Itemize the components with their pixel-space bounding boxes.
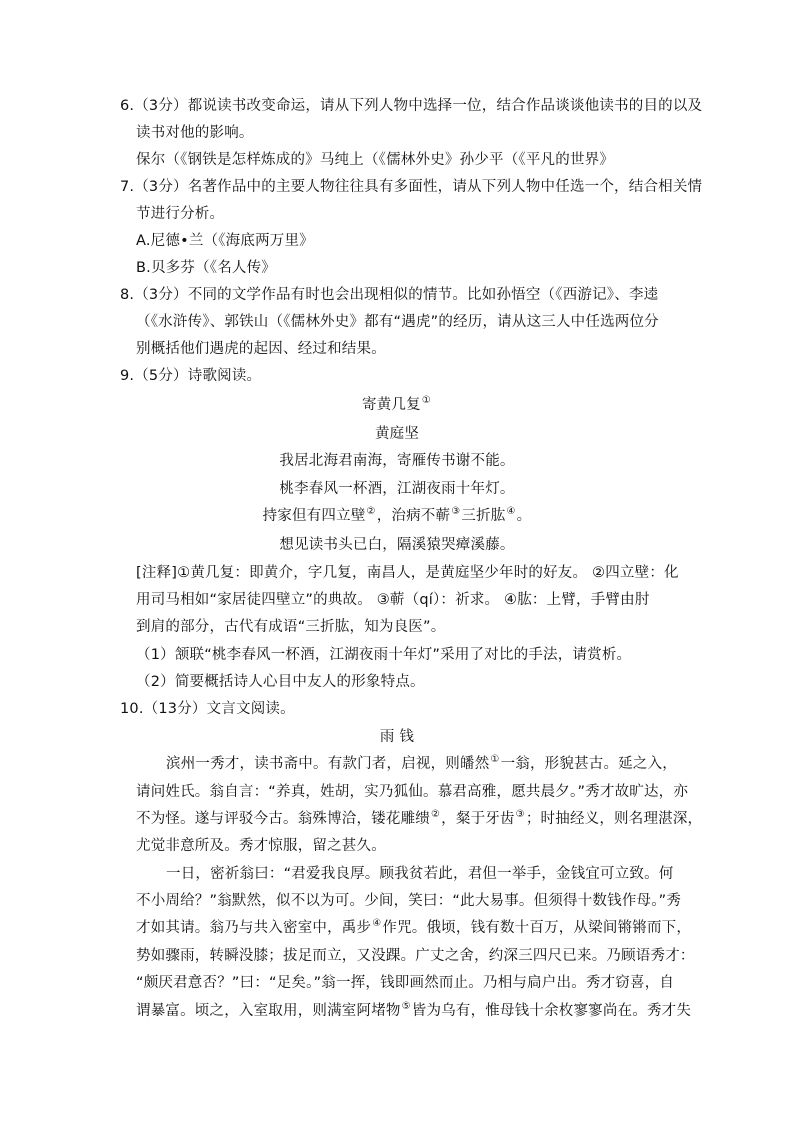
q7-option-b: B.贝多芬（《名人传》 bbox=[136, 260, 277, 276]
poem-line-1: 我居北海君南海，寄雁传书谢不能。 bbox=[279, 453, 515, 469]
q7-option-a: A.尼德•兰（《海底两万里》 bbox=[136, 233, 314, 249]
prose-line-6: 不小周给？”翁默然，似不以为可。少间，笑曰：“此大易事。但须得十数钱作母。”秀 bbox=[136, 893, 682, 909]
q6-line-3: 保尔（《钢铁是怎样炼成的》马纯上（《儒林外史》孙少平（《平凡的世界》 bbox=[136, 152, 615, 168]
q9-line-1: 9.（5分）诗歌阅读。 bbox=[120, 368, 262, 384]
q9-subquestion-1: （1）颔联“桃李春风一杯酒，江湖夜雨十年灯”采用了对比的手法，请赏析。 bbox=[136, 647, 632, 663]
prose-line-3: 不为怪。遂与评驳今古。翁殊博洽，镂花雕缋②，粲于牙齿③；时抽经义，则名理湛深， bbox=[136, 809, 703, 827]
prose-line-9: “颇厌君意否？”曰：“足矣。”翁一挥，钱即画然而止。乃相与扃户出。秀才窃喜，自 bbox=[136, 975, 675, 991]
prose-line-7: 才如其请。翁乃与共入密室中，禹步④作咒。俄顷，钱有数十百万，从梁间锵锵而下， bbox=[136, 918, 692, 936]
footnote-marker: ② bbox=[431, 809, 441, 820]
footnote-marker: ② bbox=[366, 506, 376, 517]
poem-line-4: 想见读书头已白，隔溪猿哭瘴溪藤。 bbox=[279, 537, 515, 553]
q7-line-2: 节进行分析。 bbox=[136, 206, 225, 222]
prose-line-10: 谓暴富。顷之，入室取用，则满室阿堵物⑤皆为乌有，惟母钱十余枚寥寥尚在。秀才失 bbox=[136, 1001, 692, 1019]
q8-line-2: （《水浒传》、郭铁山（《儒林外史》都有“遇虎”的经历，请从这三人中任选两位分 bbox=[136, 314, 659, 330]
q7-line-1: 7.（3分）名著作品中的主要人物往往具有多面性，请从下列人物中任选一个，结合相关情 bbox=[120, 179, 703, 195]
prose-line-4: 尤觉非意所及。秀才惊服，留之甚久。 bbox=[136, 838, 386, 854]
footnote-marker: ③ bbox=[515, 809, 525, 820]
q8-line-1: 8.（3分）不同的文学作品有时也会出现相似的情节。比如孙悟空（《西游记》、李逵 bbox=[120, 287, 659, 303]
prose-line-8: 势如骤雨，转瞬没膝；拔足而立，又没踝。广丈之舍，约深三四尺已来。乃顾语秀才： bbox=[136, 948, 695, 964]
poem-note-1: [注释]①黄几复：即黄介，字几复，南昌人，是黄庭坚少年时的好友。 ②四立壁：化 bbox=[136, 565, 679, 581]
q6-line-2: 读书对他的影响。 bbox=[136, 125, 254, 141]
footnote-marker: ① bbox=[421, 395, 431, 406]
footnote-marker: ④ bbox=[506, 506, 516, 517]
q6-line-1: 6.（3分）都说读书改变命运，请从下列人物中选择一位，结合作品谈谈他读书的目的以及 bbox=[120, 98, 703, 114]
footnote-marker: ⑤ bbox=[401, 1001, 411, 1012]
poem-title: 寄黄几复① bbox=[362, 395, 431, 413]
footnote-marker: ① bbox=[490, 754, 500, 765]
footnote-marker: ④ bbox=[372, 918, 382, 929]
q10-line-1: 10.（13分）文言文阅读。 bbox=[120, 701, 295, 717]
q8-line-3: 别概括他们遇虎的起因、经过和结果。 bbox=[136, 341, 386, 357]
prose-line-2: 请问姓氏。翁自言：“养真，姓胡，实乃狐仙。慕君高雅，愿共晨夕。”秀才故旷达，亦 bbox=[136, 784, 689, 800]
poem-note-3: 到肩的部分，古代有成语“三折肱，知为良医”。 bbox=[136, 619, 446, 635]
poem-author: 黄庭坚 bbox=[374, 426, 420, 442]
poem-note-2: 用司马相如“家居徒四壁立”的典故。 ③蕲（qí）：祈求。 ④肱：上臂，手臂由肘 bbox=[136, 592, 650, 608]
prose-line-1: 滨州一秀才，读书斋中。有款门者，启视，则皤然①一翁，形貌甚古。延之入， bbox=[166, 754, 677, 772]
prose-line-5: 一日，密祈翁曰：“君爱我良厚。顾我贫若此，君但一举手，金钱宜可立致。何 bbox=[166, 866, 674, 882]
poem-line-3: 持家但有四立壁②，治病不蕲③三折肱④。 bbox=[262, 506, 532, 524]
prose-title: 雨 钱 bbox=[379, 729, 415, 745]
poem-line-2: 桃李春风一杯酒，江湖夜雨十年灯。 bbox=[279, 481, 515, 497]
q9-subquestion-2: （2）简要概括诗人心目中友人的形象特点。 bbox=[136, 674, 425, 690]
footnote-marker: ③ bbox=[451, 506, 461, 517]
